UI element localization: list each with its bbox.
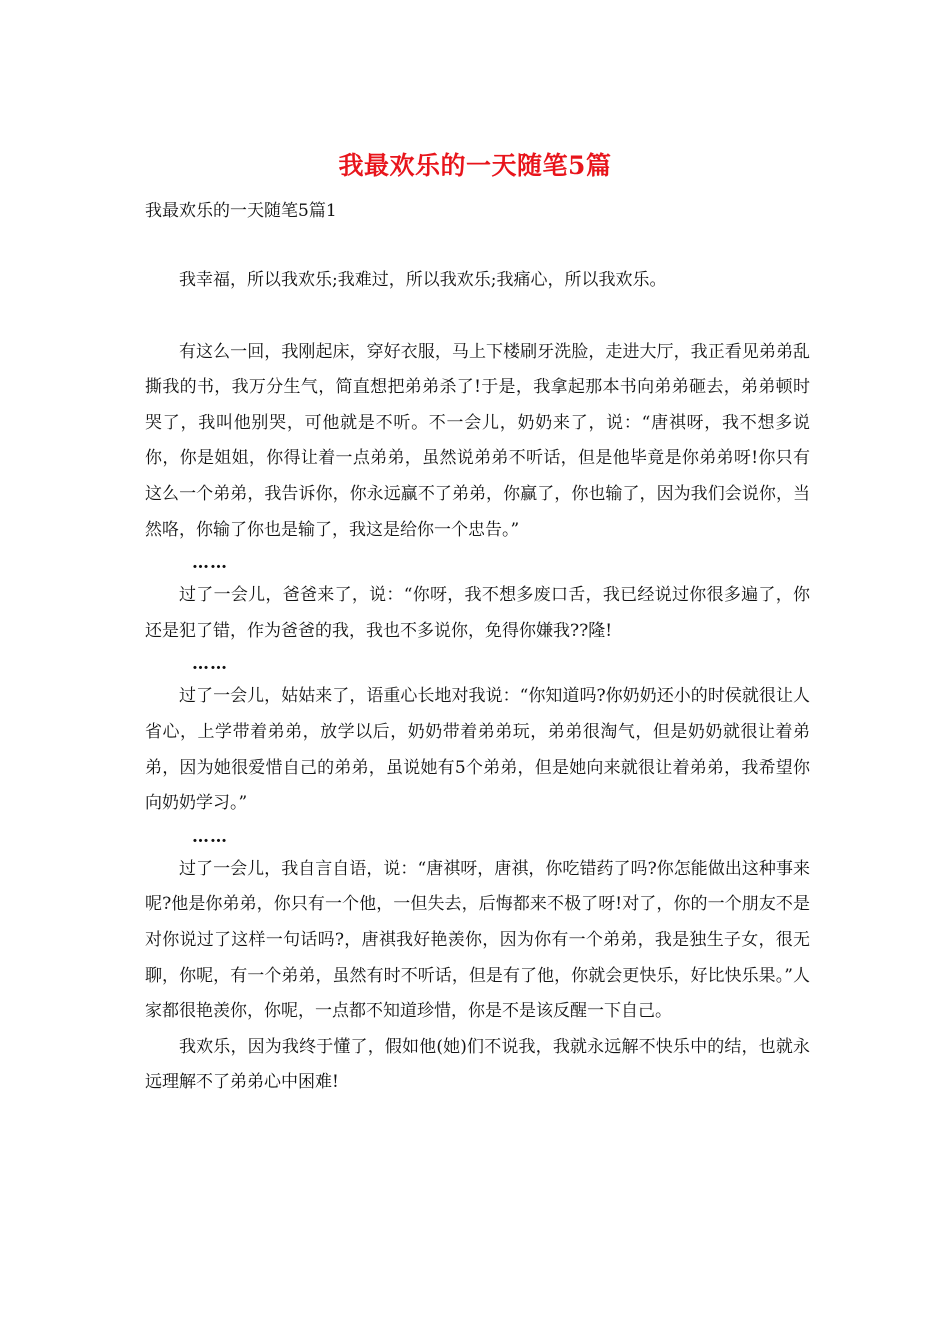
paragraph: 有这么一回，我刚起床，穿好衣服，马上下楼刷牙洗脸，走进大厅，我正看见弟弟乱撕我的书，我万分生气，简直想把弟弟杀了!于是，我拿起那本书向弟弟砸去，弟弟顿时哭了，我叫他别哭，可他就是不听。不一会儿，奶奶来了，说：“唐祺呀，我不想多说你，你是姐姐，你得让着一点弟弟，虽然说弟弟不听话，但是他毕竟是你弟弟呀!你只有这么一个弟弟，我告诉你，你永远赢不了弟弟，你赢了，你也输了，因为我们会说你，当然咯，你输了你也是输了，我这是给你一个忠告。”	[145, 341, 810, 540]
paragraph: 过了一会儿，姑姑来了，语重心长地对我说：“你知道吗?你奶奶还小的时侯就很让人省心，上学带着弟弟，放学以后，奶奶带着弟弟玩，弟弟很淘气，但是奶奶就很让着弟弟，因为她很爱惜自己的弟弟，虽说她有5个弟弟，但是她向来就很让着弟弟，我希望你向奶奶学习。”	[145, 686, 810, 814]
ellipsis-separator: ……	[192, 654, 228, 675]
document-subtitle: 我最欢乐的一天随笔5篇1	[145, 201, 337, 221]
ellipsis-separator: ……	[192, 826, 228, 847]
paragraph: 过了一会儿，爸爸来了，说：“你呀，我不想多废口舌，我已经说过你很多遍了，你还是犯了错，作为爸爸的我，我也不多说你，免得你嫌我??隆!	[145, 585, 810, 641]
document-title: 我最欢乐的一天随笔5篇	[338, 151, 612, 180]
paragraph: 过了一会儿，我自言自语，说：“唐祺呀，唐祺，你吃错药了吗?你怎能做出这种事来呢?他是你弟弟，你只有一个他，一但失去，后悔都来不极了呀!对了，你的一个朋友不是对你说过了这样一句话吗?，唐祺我好艳羡你，因为你有一个弟弟，我是独生子女，很无聊，你呢，有一个弟弟，虽然有时不听话，但是有了他，你就会更快乐，好比快乐果。”人家都很艳羡你，你呢，一点都不知道珍惜，你是不是该反醒一下自己。	[145, 858, 810, 1022]
document-body	[145, 263, 810, 1101]
ellipsis-separator: ……	[192, 553, 228, 574]
paragraph-intro: 我幸福，所以我欢乐;我难过，所以我欢乐;我痛心，所以我欢乐。	[179, 270, 667, 290]
paragraph-conclusion: 我欢乐，因为我终于懂了，假如他(她)们不说我，我就永远解不快乐中的结，也就永远理解不了弟弟心中困难!	[145, 1036, 810, 1093]
